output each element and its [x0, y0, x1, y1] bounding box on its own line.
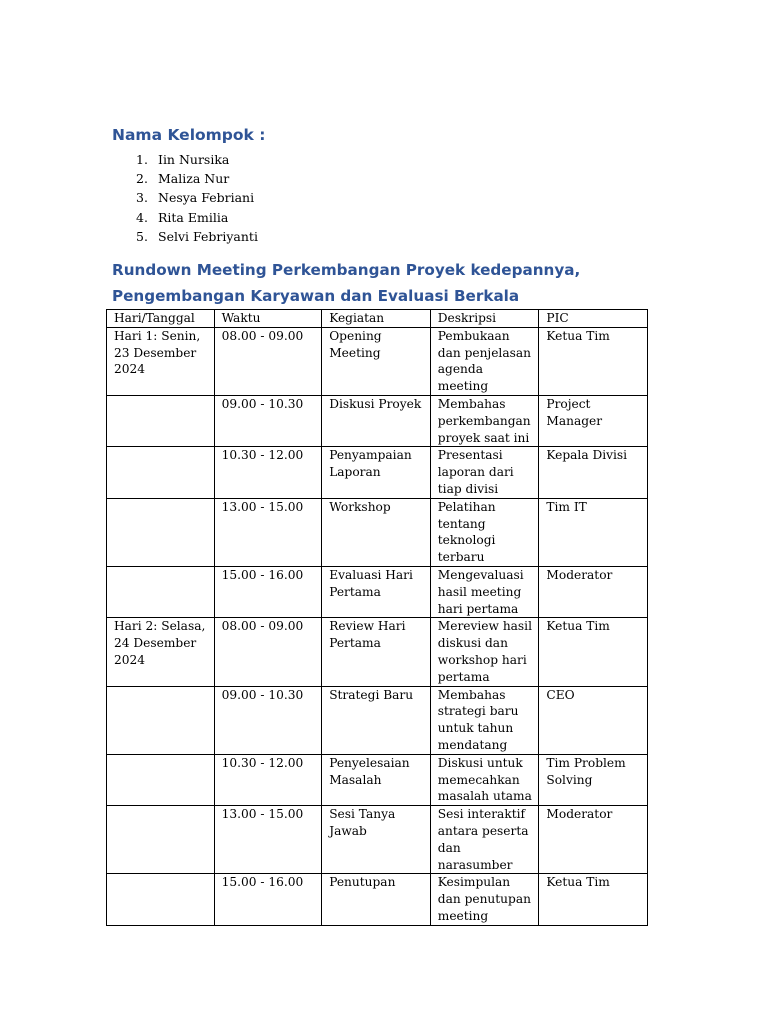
cell-pic: Moderator	[539, 806, 648, 874]
table-row	[107, 686, 648, 754]
cell-time: 09.00 - 10.30	[214, 395, 322, 446]
table-row	[107, 327, 648, 395]
cell-description: Mengevaluasi hasil meeting hari pertama	[430, 566, 539, 617]
cell-time: 08.00 - 09.00	[214, 327, 322, 395]
list-item	[112, 169, 258, 188]
member-name: Rita Emilia	[158, 209, 229, 225]
column-header-time: Waktu	[214, 310, 322, 328]
list-number: 1.	[136, 152, 148, 167]
cell-day	[107, 806, 215, 874]
cell-day: Hari 1: Senin, 23 Desember 2024	[107, 327, 215, 395]
column-header-activity: Kegiatan	[322, 310, 431, 328]
column-header-day: Hari/Tanggal	[107, 310, 215, 328]
rundown-title: Rundown Meeting Perkembangan Proyek kedepannya, Pengembangan Karyawan dan Evaluasi Berkala	[112, 261, 581, 305]
cell-day	[107, 874, 215, 925]
member-name: Iin Nursika	[158, 152, 230, 167]
cell-time: 13.00 - 15.00	[214, 806, 322, 874]
cell-time: 13.00 - 15.00	[214, 498, 322, 566]
cell-pic: Ketua Tim	[539, 874, 648, 925]
cell-description: Sesi interaktif antara peserta dan narasumber	[430, 806, 539, 874]
cell-description: Diskusi untuk memecahkan masalah utama	[430, 754, 539, 805]
cell-day	[107, 686, 215, 754]
cell-description: Membahas perkembangan proyek saat ini	[430, 395, 539, 446]
table-row	[107, 566, 648, 617]
list-item	[112, 150, 258, 169]
list-item	[112, 208, 258, 227]
table-header-row	[107, 310, 648, 328]
cell-pic: Tim IT	[539, 498, 648, 566]
list-number: 4.	[136, 209, 148, 225]
cell-pic: Ketua Tim	[539, 618, 648, 686]
cell-time: 15.00 - 16.00	[214, 566, 322, 617]
cell-time: 15.00 - 16.00	[214, 874, 322, 925]
cell-description: Mereview hasil diskusi dan workshop hari pertama	[430, 618, 539, 686]
cell-activity: Sesi Tanya Jawab	[322, 806, 431, 874]
list-number: 3.	[136, 190, 148, 206]
list-item	[112, 227, 258, 246]
table-row	[107, 874, 648, 925]
cell-pic: Project Manager	[539, 395, 648, 446]
cell-pic: Ketua Tim	[539, 327, 648, 395]
cell-time: 10.30 - 12.00	[214, 447, 322, 498]
table-row	[107, 395, 648, 446]
cell-activity: Penyelesaian Masalah	[322, 754, 431, 805]
member-name: Selvi Febriyanti	[158, 228, 258, 244]
cell-activity: Penutupan	[322, 874, 431, 925]
cell-day	[107, 566, 215, 617]
list-item	[112, 188, 258, 207]
table-row	[107, 806, 648, 874]
cell-day: Hari 2: Selasa, 24 Desember 2024	[107, 618, 215, 686]
cell-description: Pelatihan tentang teknologi terbaru	[430, 498, 539, 566]
cell-activity: Workshop	[322, 498, 431, 566]
list-number: 2.	[136, 171, 148, 187]
cell-description: Pembukaan dan penjelasan agenda meeting	[430, 327, 539, 395]
cell-description: Kesimpulan dan penutupan meeting	[430, 874, 539, 925]
table-row	[107, 498, 648, 566]
cell-activity: Opening Meeting	[322, 327, 431, 395]
cell-pic: Tim Problem Solving	[539, 754, 648, 805]
cell-day	[107, 395, 215, 446]
member-name: Nesya Febriani	[158, 190, 255, 206]
group-heading: Nama Kelompok :	[112, 126, 266, 144]
list-number: 5.	[136, 228, 148, 244]
cell-activity: Penyampaian Laporan	[322, 447, 431, 498]
column-header-pic: PIC	[539, 310, 648, 328]
member-list	[112, 150, 258, 246]
cell-time: 08.00 - 09.00	[214, 618, 322, 686]
column-header-description: Deskripsi	[430, 310, 539, 328]
cell-day	[107, 447, 215, 498]
cell-time: 09.00 - 10.30	[214, 686, 322, 754]
cell-time: 10.30 - 12.00	[214, 754, 322, 805]
rundown-table	[106, 309, 648, 926]
cell-pic: Kepala Divisi	[539, 447, 648, 498]
cell-description: Membahas strategi baru untuk tahun mendatang	[430, 686, 539, 754]
member-name: Maliza Nur	[158, 171, 230, 187]
table-row	[107, 618, 648, 686]
cell-pic: CEO	[539, 686, 648, 754]
cell-activity: Strategi Baru	[322, 686, 431, 754]
cell-activity: Diskusi Proyek	[322, 395, 431, 446]
table-row	[107, 754, 648, 805]
cell-day	[107, 498, 215, 566]
cell-day	[107, 754, 215, 805]
cell-pic: Moderator	[539, 566, 648, 617]
cell-activity: Review Hari Pertama	[322, 618, 431, 686]
table-row	[107, 447, 648, 498]
cell-description: Presentasi laporan dari tiap divisi	[430, 447, 539, 498]
cell-activity: Evaluasi Hari Pertama	[322, 566, 431, 617]
